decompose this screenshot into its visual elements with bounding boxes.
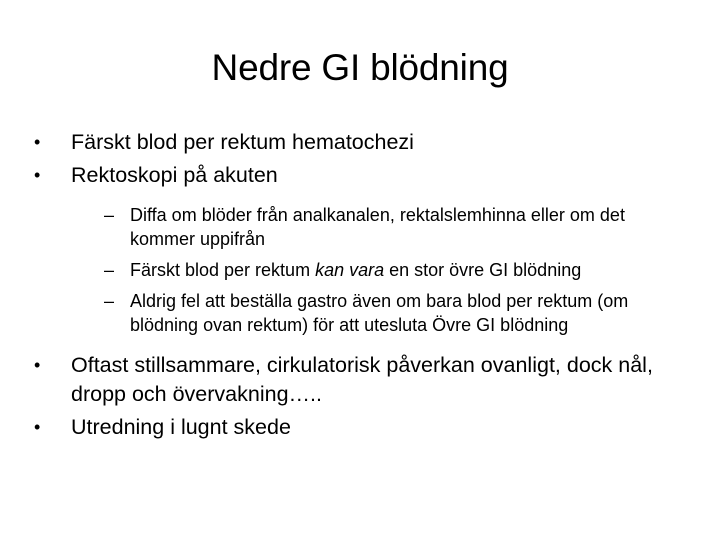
bullet-item	[34, 413, 684, 442]
bullet-text: Färskt blod per rektum hematochezi	[71, 130, 414, 154]
sub-bullet-text: Diffa om blöder från analkanalen, rektalslemhinna eller om det kommer uppifrån	[130, 205, 625, 249]
bullet-text: Utredning i lugnt skede	[71, 415, 291, 439]
bullet-icon: •	[34, 132, 41, 152]
bullet-icon: •	[34, 417, 41, 437]
bullet-item	[34, 161, 684, 190]
sub-bullet-item	[104, 258, 684, 282]
bullet-text: Rektoskopi på akuten	[71, 163, 278, 187]
bullet-icon: •	[34, 355, 41, 375]
slide-body	[34, 128, 684, 442]
sub-bullet-text: Aldrig fel att beställa gastro även om bara blod per rektum (om blödning ovan rektum) för att utesluta Övre GI blödning	[130, 291, 629, 335]
dash-icon: –	[104, 291, 115, 311]
slide-title: Nedre GI blödning	[211, 47, 509, 88]
dash-icon: –	[104, 260, 115, 280]
bullet-item	[34, 128, 684, 157]
bullet-text: Oftast stillsammare, cirkulatorisk påverkan ovanligt, dock nål, dropp och övervakning…..	[71, 353, 653, 406]
sub-bullet-text-italic: kan vara	[315, 260, 385, 280]
sub-bullet-item	[104, 203, 684, 251]
sub-bullet-text-after: en stor övre GI blödning	[384, 260, 582, 280]
bullet-item	[34, 351, 684, 409]
sub-bullet-item	[104, 289, 684, 337]
bullet-icon: •	[34, 165, 41, 185]
sub-bullet-text-before: Färskt blod per rektum	[130, 260, 316, 280]
dash-icon: –	[104, 205, 115, 225]
